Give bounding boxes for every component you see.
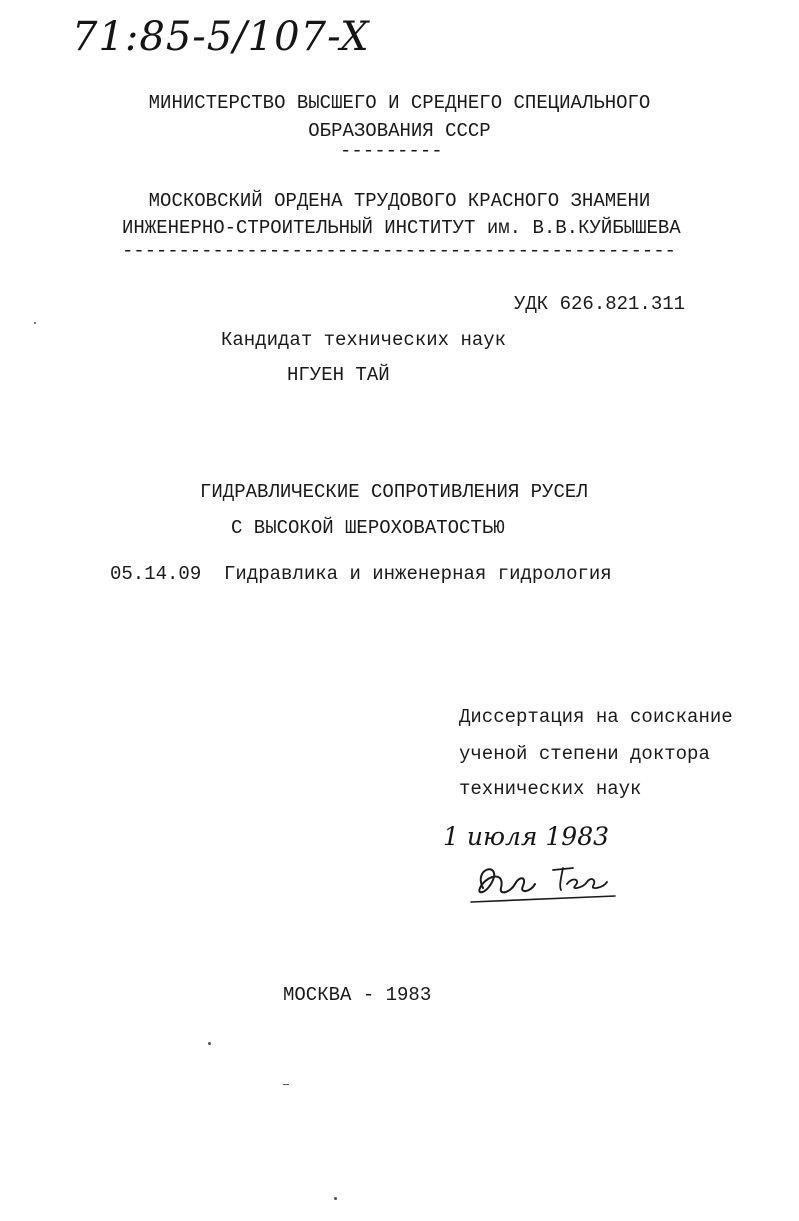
ministry-separator: ---------: [340, 140, 443, 162]
dissertation-line-3: технических наук: [459, 778, 642, 800]
author-degree: Кандидат технических наук: [221, 329, 507, 351]
archive-mark: 71:85-5/107-X: [72, 14, 370, 60]
scan-speck: [334, 1197, 337, 1200]
ministry-line-2: ОБРАЗОВАНИЯ СССР: [308, 120, 491, 142]
institute-line-2: ИНЖЕНЕРНО-СТРОИТЕЛЬНЫЙ ИНСТИТУТ им. В.В.КУЙБЫШЕВА: [122, 217, 681, 239]
scan-speck: [34, 322, 36, 324]
specialty-line: [110, 563, 612, 585]
scan-speck: [208, 1042, 211, 1045]
udk-code: УДК 626.821.311: [514, 293, 686, 315]
institute-line-1: МОСКОВСКИЙ ОРДЕНА ТРУДОВОГО КРАСНОГО ЗНАМЕНИ: [148, 190, 651, 212]
title-line-1: ГИДРАВЛИЧЕСКИЕ СОПРОТИВЛЕНИЯ РУСЕЛ: [200, 481, 588, 503]
specialty-name: Гидравлика и инженерная гидрология: [224, 563, 612, 585]
handwritten-date: 1 июля 1983: [443, 822, 610, 851]
signature-icon: [465, 858, 625, 908]
dissertation-line-2: ученой степени доктора: [459, 743, 710, 765]
place-year: МОСКВА - 1983: [283, 984, 432, 1006]
scan-speck: [283, 1084, 289, 1085]
author-name: НГУЕН ТАЙ: [287, 364, 390, 386]
title-line-2: С ВЫСОКОЙ ШЕРОХОВАТОСТЬЮ: [231, 517, 505, 539]
dissertation-line-1: Диссертация на соискание: [459, 706, 733, 728]
specialty-code: 05.14.09: [110, 563, 202, 585]
ministry-line-1: МИНИСТЕРСТВО ВЫСШЕГО И СРЕДНЕГО СПЕЦИАЛЬНОГО: [148, 92, 651, 114]
institute-separator: -------------------------------------------------: [122, 240, 676, 262]
